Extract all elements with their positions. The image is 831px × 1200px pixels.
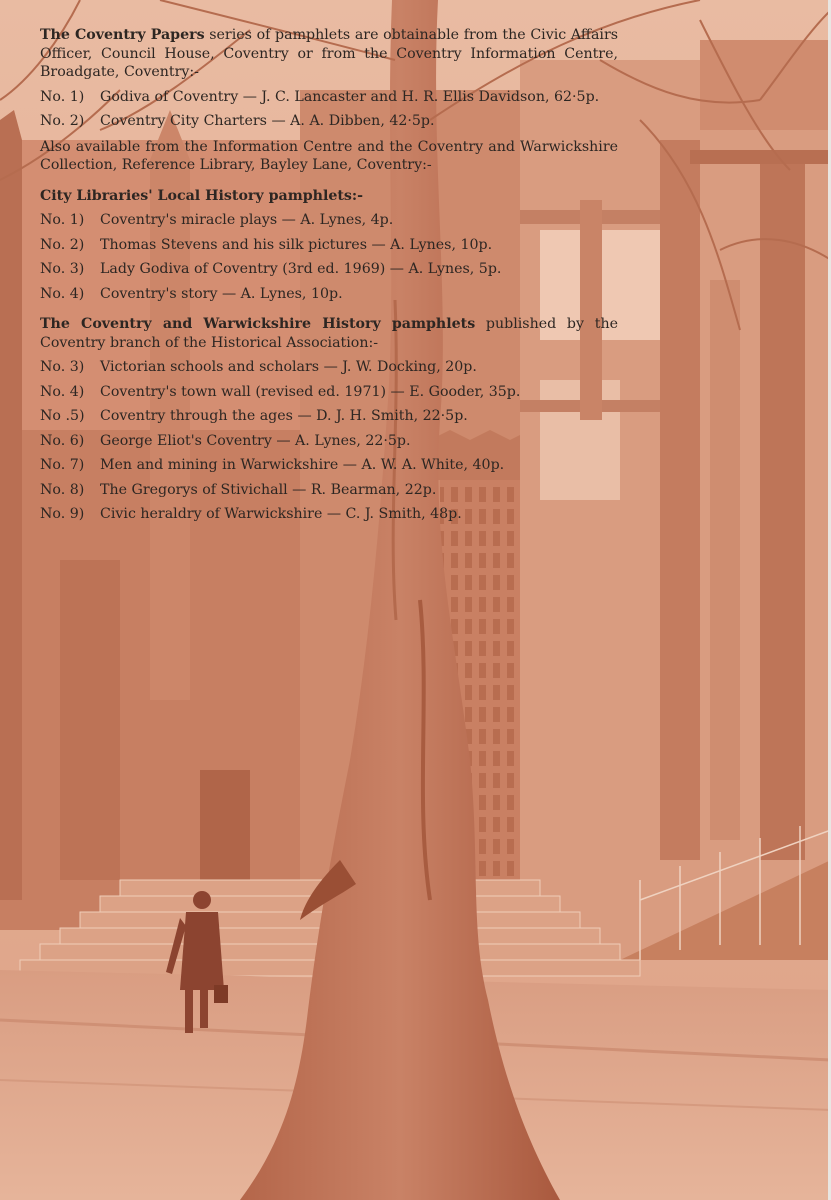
list-item [40,505,618,524]
item-number: No. 6) [40,432,85,449]
item-number: No. 3) [40,261,85,277]
history-paragraph [40,315,618,352]
item-number: No. 8) [40,481,85,498]
item-text: Coventry's story — A. Lynes, 10p. [100,285,343,302]
item-number: No. 1) [40,212,85,228]
also-available-paragraph: Also available from the Information Centre and the Coventry and Warwickshire Collection, Reference Library, Bayley Lane, Coventry:- [40,138,618,173]
item-text: Coventry's town wall (revised ed. 1971) — E. Gooder, 35p. [100,383,521,400]
item-text: Godiva of Coventry — J. C. Lancaster and H. R. Ellis Davidson, 62·5p. [100,88,600,105]
list-item [40,358,618,377]
item-number: No. 4) [40,285,85,302]
item-text: Thomas Stevens and his silk pictures — A. Lynes, 10p. [100,236,493,253]
item-number: No. 4) [40,383,85,400]
item-number: No. 7) [40,457,85,473]
item-number: No. 3) [40,359,85,375]
item-text: Coventry City Charters — A. A. Dibben, 42·5p. [100,113,435,129]
item-text: Victorian schools and scholars — J. W. Docking, 20p. [100,359,477,375]
list-item [40,285,618,304]
item-text: Men and mining in Warwickshire — A. W. A. White, 40p. [100,457,505,473]
intro-text: series of pamphlets are obtainable from the Civic Affairs Officer, Council House, Coventry or from the Coventry Information Centre, Broadgate, Coventry:- [40,27,619,80]
intro-heading: The Coventry Papers [40,27,205,43]
item-text: Lady Godiva of Coventry (3rd ed. 1969) — A. Lynes, 5p. [100,261,502,277]
pamphlet-list [40,26,618,524]
item-number: No. 1) [40,88,85,105]
item-text: Coventry's miracle plays — A. Lynes, 4p. [100,212,394,228]
list-item [40,88,618,107]
item-number: No. 2) [40,236,85,253]
list-item [40,236,618,255]
list-item [40,383,618,402]
history-heading: The Coventry and Warwickshire History pamphlets [40,316,476,332]
libraries-heading: City Libraries' Local History pamphlets:- [40,187,364,204]
list-item [40,407,618,426]
column [660,140,700,860]
item-number: No .5) [40,408,85,424]
column [760,160,805,860]
item-text: George Eliot's Coventry — A. Lynes, 22·5p. [100,432,411,449]
item-text: Coventry through the ages — D. J. H. Smith, 22·5p. [100,408,468,424]
item-text: The Gregorys of Stivichall — R. Bearman, 22p. [100,481,437,498]
history-text: published by the Coventry branch of the Historical Association:- [40,316,618,351]
item-number: No. 2) [40,113,85,129]
list-item [40,432,618,451]
list-item [40,481,618,500]
spire [0,110,22,900]
list-item [40,456,618,475]
list-item [40,112,618,131]
item-text: Civic heraldry of Warwickshire — C. J. Smith, 48p. [100,506,462,522]
intro-paragraph [40,26,618,82]
item-number: No. 9) [40,506,85,522]
list-item [40,260,618,279]
list-item [40,211,618,230]
